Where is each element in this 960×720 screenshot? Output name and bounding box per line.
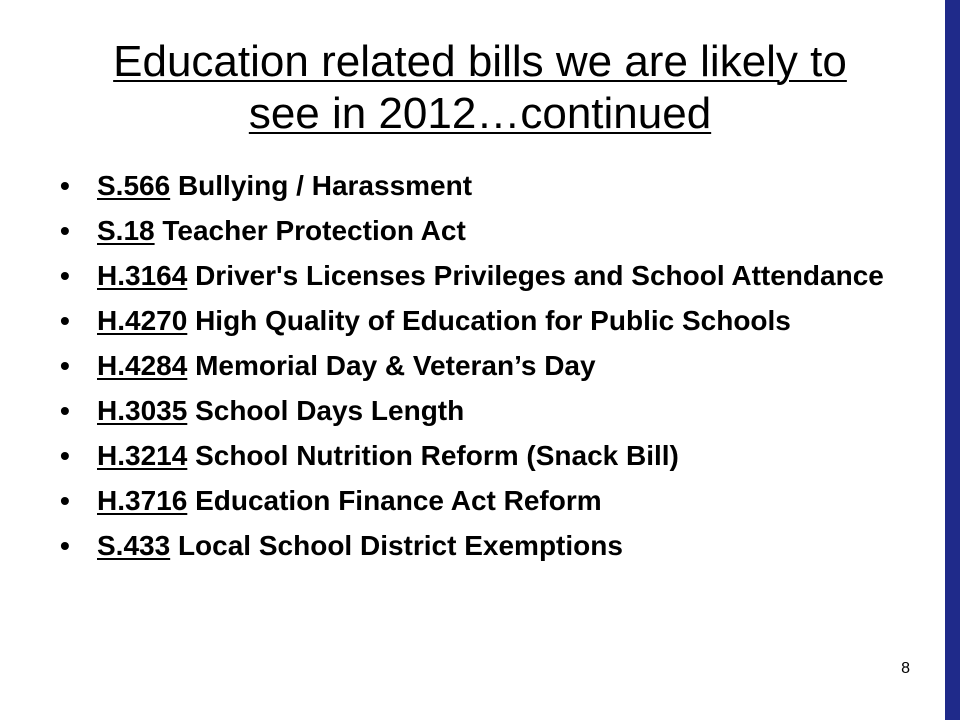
bill-title: School Days Length [187,395,465,426]
bill-list [60,170,920,575]
bill-link-h4270[interactable]: H.4270 [97,305,188,336]
slide-title [40,36,920,140]
title-line-2: see in 2012…continued [248,89,712,138]
bullet-icon: • [60,305,70,336]
bullet-icon: • [60,170,70,201]
bill-item-h4270 [60,305,920,337]
bullet-icon: • [60,440,70,471]
bill-item-s566 [60,170,920,202]
bill-item-s433 [60,530,920,562]
bill-title: Driver's Licenses Privileges and School Attendance [187,260,884,291]
bill-link-h3214[interactable]: H.3214 [97,440,188,471]
bill-item-h3716 [60,485,920,517]
bill-title: Local School District Exemptions [170,530,623,561]
bill-link-s18[interactable]: S.18 [97,215,155,246]
bullet-icon: • [60,485,70,516]
bullet-icon: • [60,530,70,561]
bill-link-h3035[interactable]: H.3035 [97,395,188,426]
bill-link-h3716[interactable]: H.3716 [97,485,188,516]
bullet-icon: • [60,395,70,426]
side-accent-bar [945,0,960,720]
bill-item-s18 [60,215,920,247]
page-number: 8 [901,660,910,677]
bill-title: Bullying / Harassment [170,170,473,201]
bullet-icon: • [60,350,70,381]
bill-title: High Quality of Education for Public Schools [187,305,791,336]
bill-title: Memorial Day & Veteran’s Day [187,350,596,381]
bill-link-h4284[interactable]: H.4284 [97,350,188,381]
bill-title: Teacher Protection Act [154,215,466,246]
bill-title: Education Finance Act Reform [187,485,602,516]
bullet-icon: • [60,215,70,246]
bullet-icon: • [60,260,70,291]
bill-link-s433[interactable]: S.433 [97,530,171,561]
bill-link-h3164[interactable]: H.3164 [97,260,188,291]
bill-title: School Nutrition Reform (Snack Bill) [187,440,679,471]
bill-link-s566[interactable]: S.566 [97,170,171,201]
bill-item-h4284 [60,350,920,382]
title-line-1: Education related bills we are likely to [113,37,847,86]
bill-item-h3164 [60,260,920,292]
bill-item-h3214 [60,440,920,472]
bill-item-h3035 [60,395,920,427]
